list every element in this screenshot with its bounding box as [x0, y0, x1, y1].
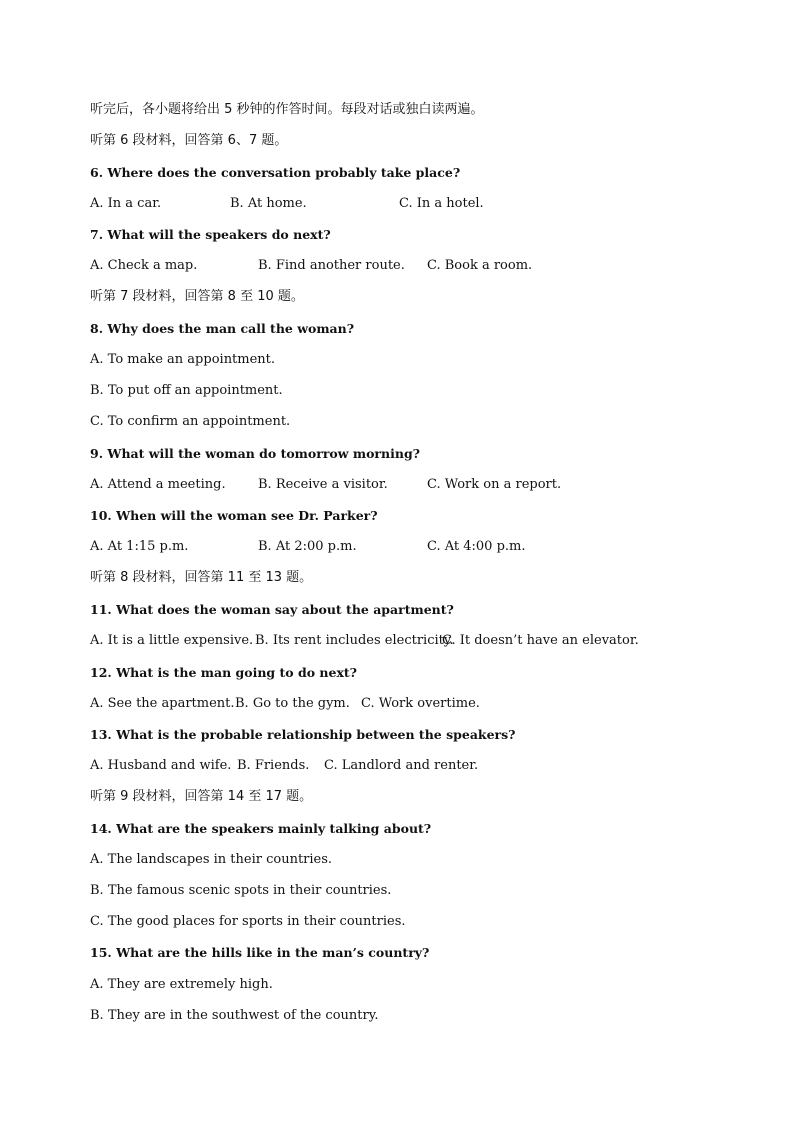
question-15: 15. What are the hills like in the man’s country?: [90, 945, 430, 960]
q11-option-a: A. It is a little expensive.: [90, 633, 254, 648]
section-8-heading: 听第 8 段材料，回答第 11 至 13 题。: [90, 570, 313, 585]
q8-option-b: B. To put off an appointment.: [90, 383, 283, 398]
q10-option-c: C. At 4:00 p.m.: [427, 539, 526, 554]
q7-option-a: A. Check a map.: [90, 258, 198, 273]
q15-option-a: A. They are extremely high.: [90, 977, 273, 992]
section-6-heading: 听第 6 段材料，回答第 6、7 题。: [90, 133, 288, 148]
q14-option-b: B. The famous scenic spots in their countries.: [90, 883, 392, 898]
q10-option-b: B. At 2:00 p.m.: [258, 539, 357, 554]
section-9-heading: 听第 9 段材料，回答第 14 至 17 题。: [90, 789, 313, 804]
q14-option-c: C. The good places for sports in their countries.: [90, 914, 406, 929]
question-11: 11. What does the woman say about the apartment?: [90, 602, 454, 617]
question-10: 10. When will the woman see Dr. Parker?: [90, 508, 378, 523]
q9-option-b: B. Receive a visitor.: [258, 477, 388, 492]
question-7: 7. What will the speakers do next?: [90, 227, 331, 242]
q9-option-a: A. Attend a meeting.: [90, 477, 226, 492]
q13-option-c: C. Landlord and renter.: [324, 758, 479, 773]
q8-option-a: A. To make an appointment.: [90, 352, 276, 367]
q6-option-c: C. In a hotel.: [399, 196, 484, 211]
q12-option-b: B. Go to the gym.: [235, 696, 350, 711]
q9-option-c: C. Work on a report.: [427, 477, 562, 492]
q7-option-c: C. Book a room.: [427, 258, 533, 273]
intro-instruction: 听完后，各小题将给出 5 秒钟的作答时间。每段对话或独白读两遍。: [90, 102, 484, 117]
q10-option-a: A. At 1:15 p.m.: [90, 539, 189, 554]
q7-option-b: B. Find another route.: [258, 258, 405, 273]
q14-option-a: A. The landscapes in their countries.: [90, 852, 333, 867]
q13-option-a: A. Husband and wife.: [90, 758, 232, 773]
q8-option-c: C. To confirm an appointment.: [90, 414, 291, 429]
q11-option-c: C. It doesn’t have an elevator.: [442, 633, 639, 648]
q15-option-b: B. They are in the southwest of the country.: [90, 1008, 379, 1023]
section-7-heading: 听第 7 段材料，回答第 8 至 10 题。: [90, 289, 304, 304]
q6-option-b: B. At home.: [230, 196, 307, 211]
question-13: 13. What is the probable relationship between the speakers?: [90, 727, 516, 742]
q12-option-a: A. See the apartment.: [90, 696, 235, 711]
q13-option-b: B. Friends.: [237, 758, 310, 773]
q6-option-a: A. In a car.: [90, 196, 162, 211]
q11-option-b: B. Its rent includes electricity.: [255, 633, 454, 648]
question-9: 9. What will the woman do tomorrow morning?: [90, 446, 421, 461]
question-12: 12. What is the man going to do next?: [90, 665, 358, 680]
question-8: 8. Why does the man call the woman?: [90, 321, 355, 336]
question-6: 6. Where does the conversation probably take place?: [90, 165, 461, 180]
q12-option-c: C. Work overtime.: [361, 696, 480, 711]
question-14: 14. What are the speakers mainly talking about?: [90, 821, 432, 836]
